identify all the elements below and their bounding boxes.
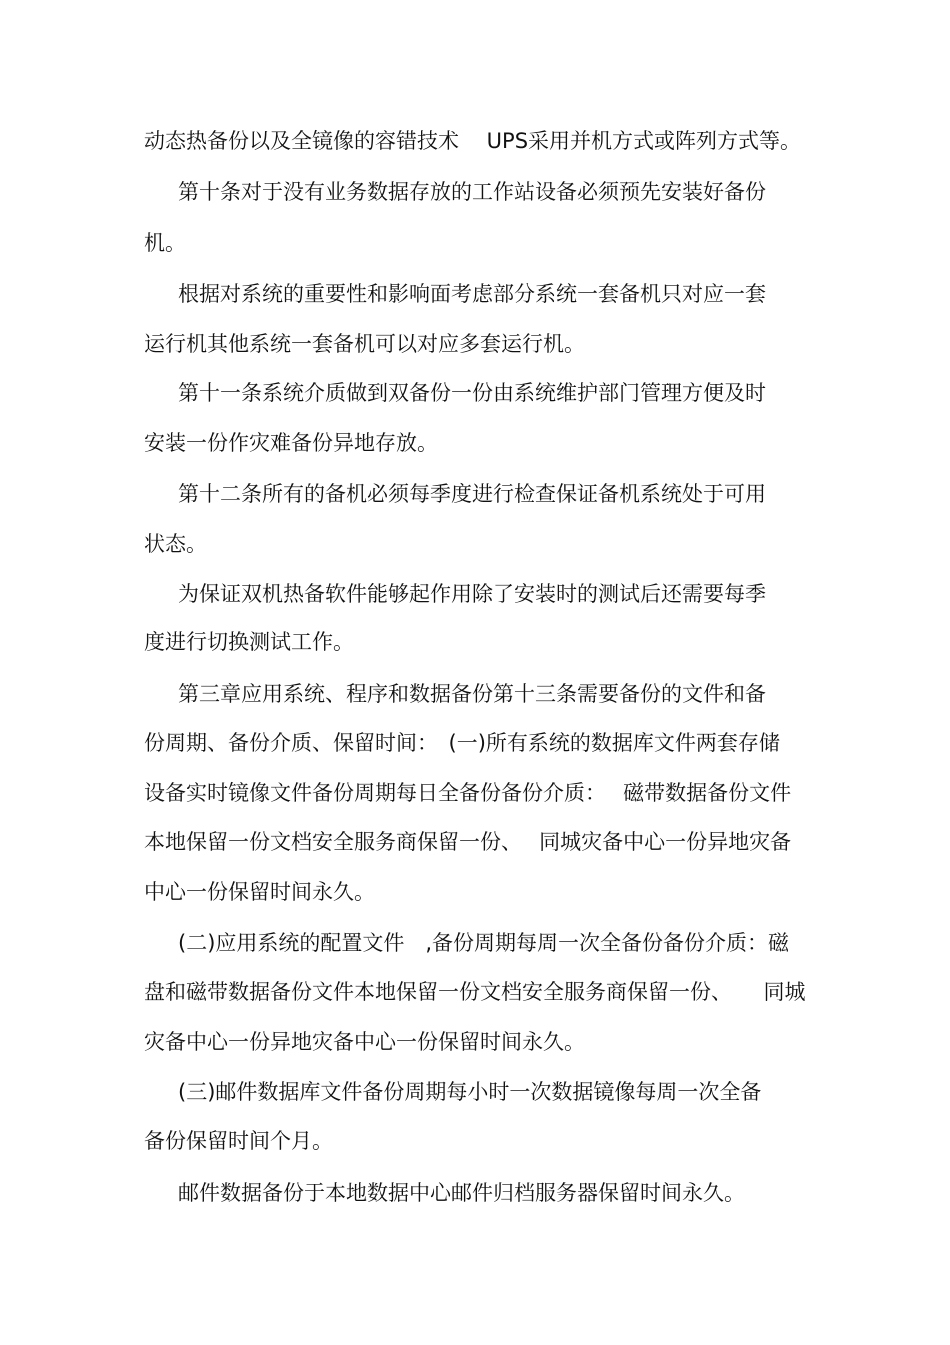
- text-line: 动态热备份以及全镜像的容错技术 UPS采用并机方式或阵列方式等。: [144, 129, 802, 153]
- text-line: 邮件数据备份于本地数据中心邮件归档服务器保留时间永久。: [178, 1181, 745, 1205]
- text-line: 盘和磁带数据备份文件本地保留一份文档安全服务商保留一份、 同城: [144, 980, 806, 1004]
- text-line: (三)邮件数据库文件备份周期每小时一次数据镜像每周一次全备: [178, 1080, 762, 1104]
- text-line: 为保证双机热备软件能够起作用除了安装时的测试后还需要每季: [178, 582, 766, 606]
- text-line: 第十一条系统介质做到双备份一份由系统维护部门管理方便及时: [178, 381, 766, 405]
- text-line: 第十条对于没有业务数据存放的工作站设备必须预先安装好备份: [178, 180, 766, 204]
- text-line: (二)应用系统的配置文件 ,备份周期每周一次全备份备份介质：磁: [178, 931, 790, 955]
- text-line: 状态。: [144, 532, 207, 556]
- text-line: 第三章应用系统、程序和数据备份第十三条需要备份的文件和备: [178, 682, 766, 706]
- text-line: 根据对系统的重要性和影响面考虑部分系统一套备机只对应一套: [178, 282, 766, 306]
- text-line: 度进行切换测试工作。: [144, 630, 354, 654]
- text-line: 备份保留时间个月。: [144, 1129, 333, 1153]
- text-line: 机。: [144, 231, 186, 255]
- text-line: 运行机其他系统一套备机可以对应多套运行机。: [144, 332, 585, 356]
- text-line: 份周期、备份介质、保留时间： (一)所有系统的数据库文件两套存储: [144, 731, 780, 755]
- text-line: 安装一份作灾难备份异地存放。: [144, 431, 438, 455]
- text-line: 中心一份保留时间永久。: [144, 880, 375, 904]
- text-line: 本地保留一份文档安全服务商保留一份、 同城灾备中心一份异地灾备: [144, 830, 792, 854]
- text-line: 灾备中心一份异地灾备中心一份保留时间永久。: [144, 1030, 585, 1054]
- text-line: 第十二条所有的备机必须每季度进行检查保证备机系统处于可用: [178, 482, 766, 506]
- text-line: 设备实时镜像文件备份周期每日全备份备份介质： 磁带数据备份文件: [144, 781, 792, 805]
